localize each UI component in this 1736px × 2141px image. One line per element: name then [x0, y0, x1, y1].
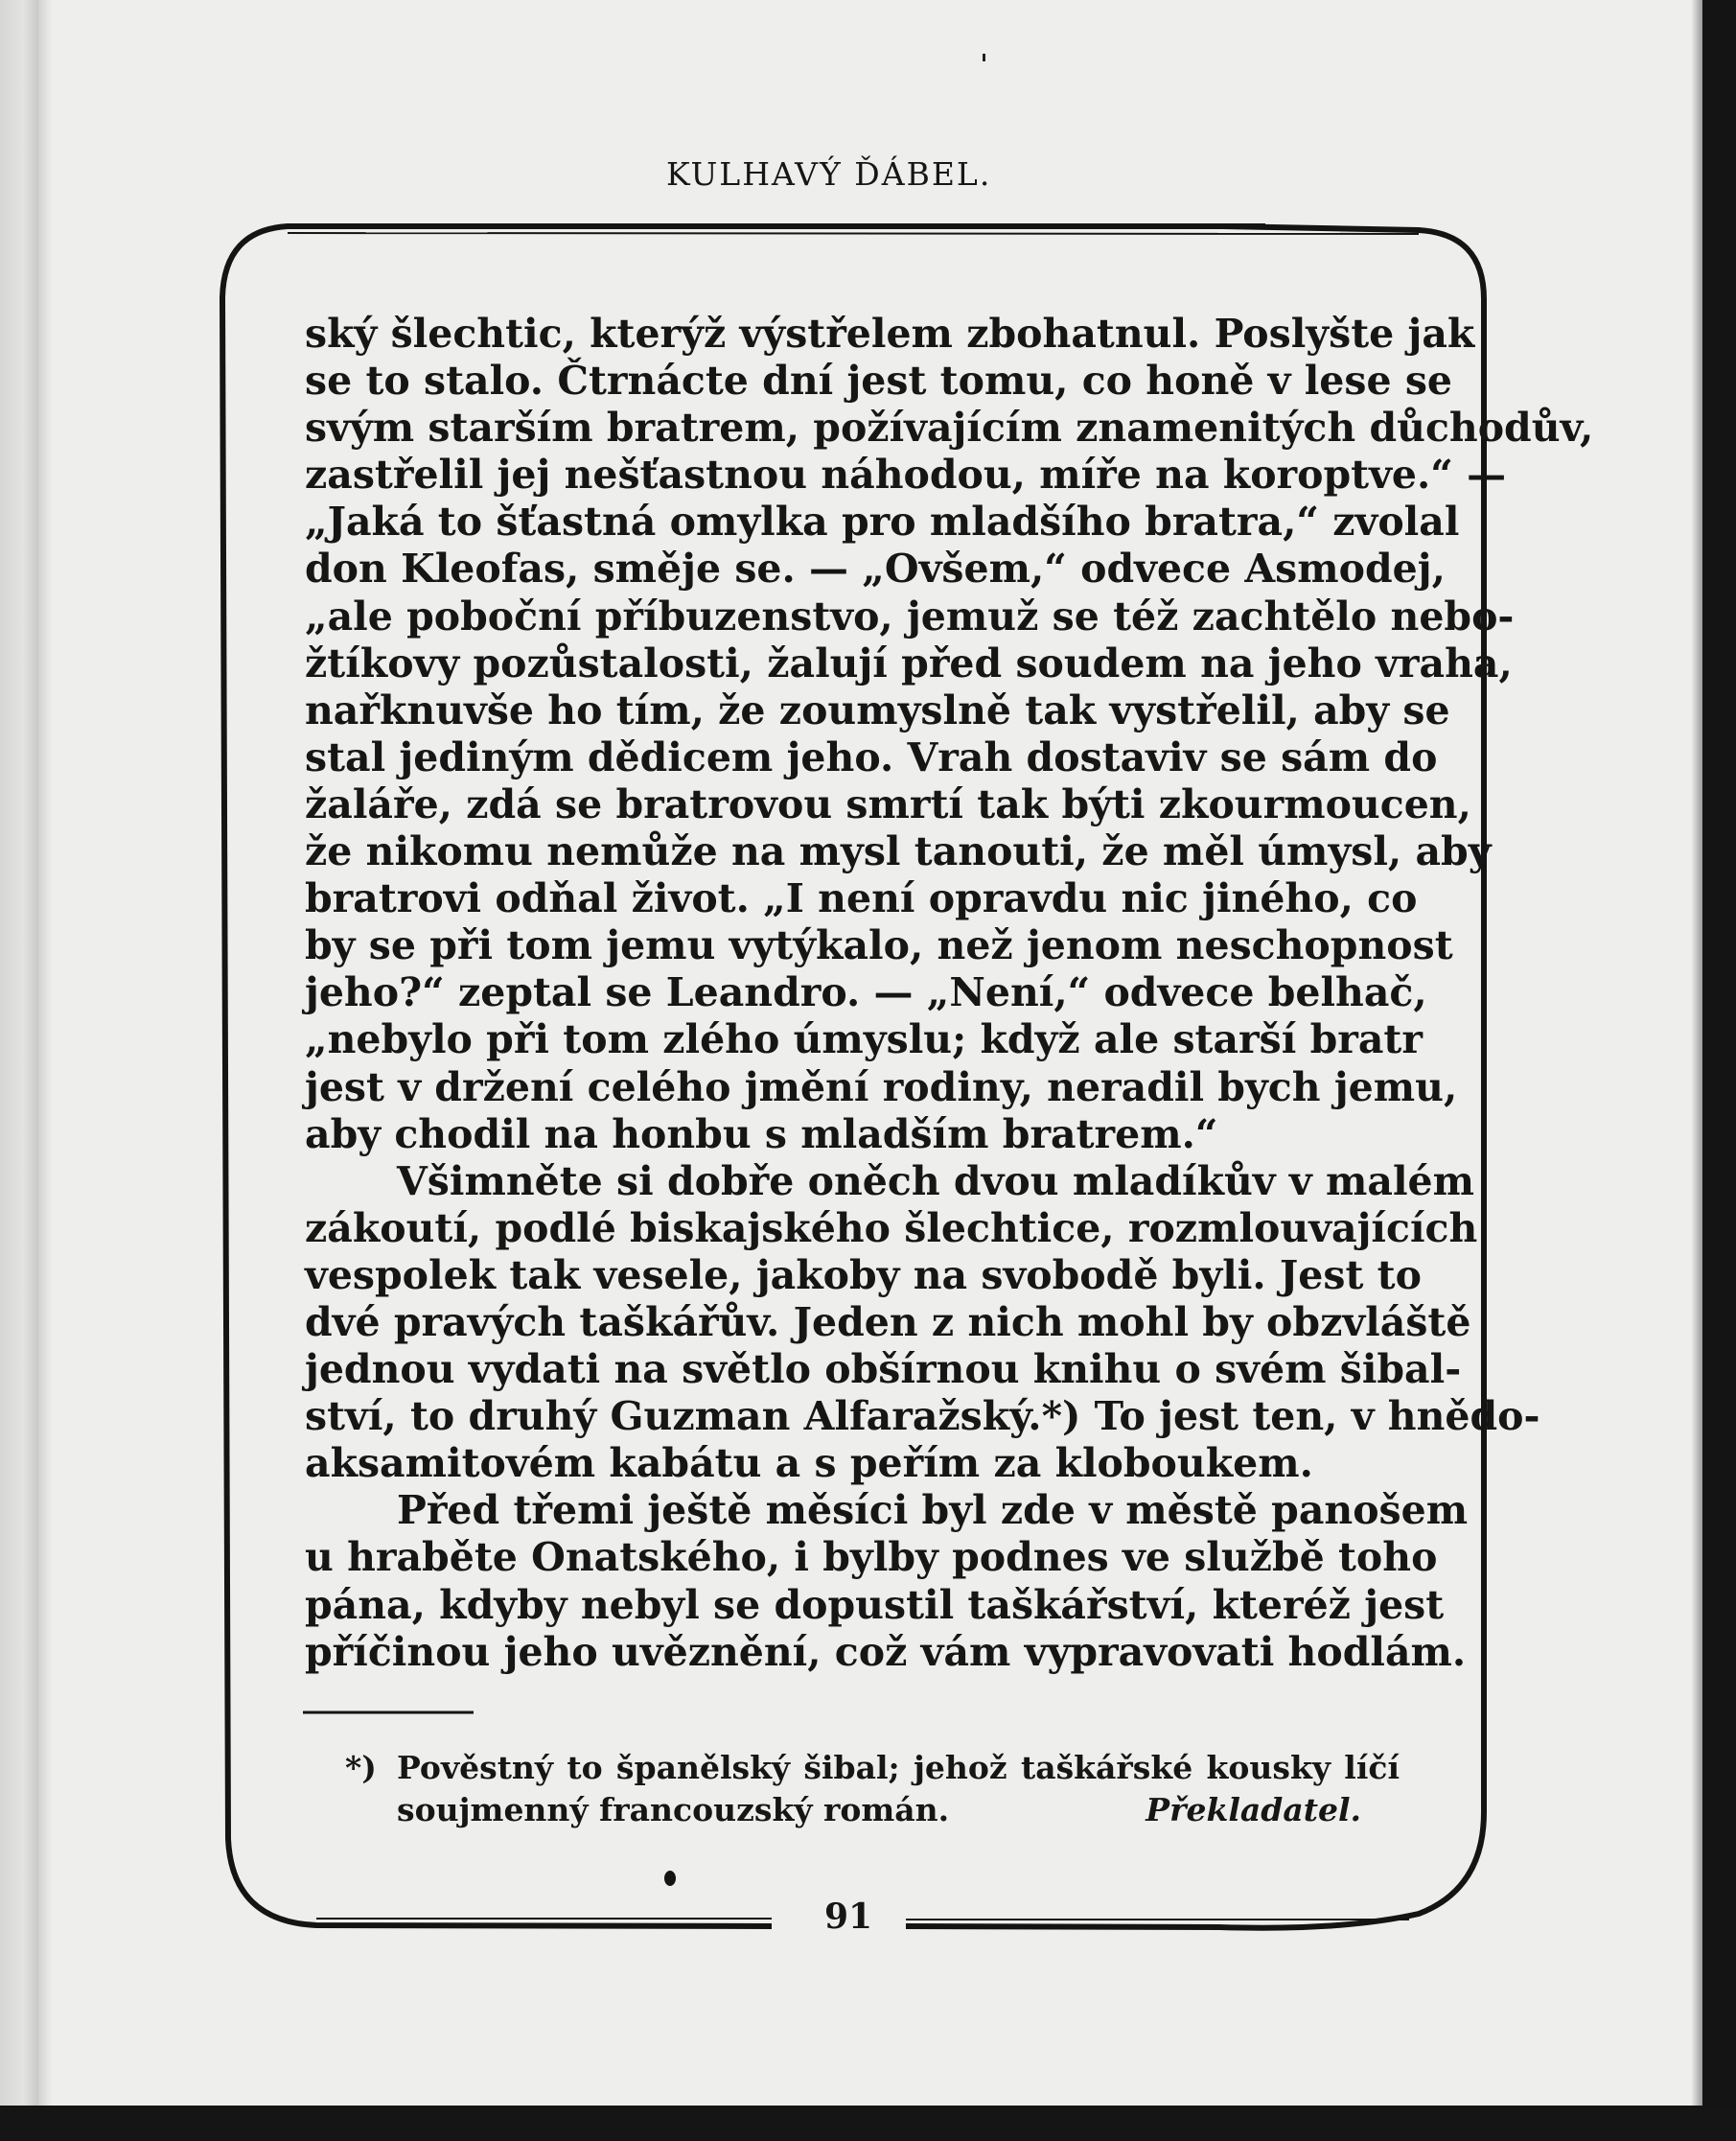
- text-line: žtíkovy pozůstalosti, žalují před soudem na jeho vraha,: [305, 640, 1513, 687]
- text-line: se to stalo. Čtrnácte dní jest tomu, co honě v lese se: [305, 358, 1452, 405]
- text-line: jednou vydati na světlo obšírnou knihu o svém šibal-: [305, 1346, 1462, 1393]
- text-line: vespolek tak vesele, jakoby na svobodě byli. Jest to: [305, 1251, 1422, 1298]
- paragraph-start-line: Před třemi ještě měsíci byl zde v městě panošem: [397, 1487, 1469, 1534]
- text-line: „Jaká to šťastná omylka pro mladšího bratra,“ zvolal: [305, 499, 1460, 546]
- text-line: pána, kdyby nebyl se dopustil taškářství, kteréž jest: [305, 1581, 1445, 1628]
- text-line: žaláře, zdá se bratrovou smrtí tak býti zkourmoucen,: [305, 780, 1471, 827]
- footnote-text: [397, 1747, 1400, 1831]
- text-line: svým starším bratrem, požívajícím znamenitých důchodův,: [305, 405, 1594, 452]
- footnote-marker: *): [345, 1749, 377, 1786]
- text-line: ství, to druhý Guzman Alfaražský.*) To jest ten, v hnědo-: [305, 1393, 1540, 1440]
- footnote-line-text: soujmenný francouzský román.: [397, 1791, 950, 1828]
- text-line: zákoutí, podlé biskajského šlechtice, rozmlouvajících: [305, 1204, 1478, 1251]
- text-line: ský šlechtic, kterýž výstřelem zbohatnul. Poslyšte jak: [305, 311, 1475, 357]
- footnote-line: Pověstný to španělský šibal; jehož taškářské kousky líčí: [397, 1749, 1400, 1786]
- text-line: stal jediným dědicem jeho. Vrah dostaviv se sám do: [305, 733, 1438, 780]
- text-line: nařknuvše ho tím, že zoumyslně tak vystřelil, aby se: [305, 687, 1450, 733]
- text-line: zastřelil jej nešťastnou náhodou, míře na koroptve.“ —: [305, 452, 1507, 499]
- text-line: bratrovi odňal život. „I není opravdu nic jiného, co: [305, 875, 1418, 922]
- text-line: jeho?“ zeptal se Leandro. — „Není,“ odvece belhač,: [305, 969, 1427, 1016]
- text-line: že nikomu nemůže na mysl tanouti, že měl úmysl, aby: [305, 828, 1492, 875]
- body-text: [305, 311, 1594, 1676]
- ornament-dot-icon: [661, 1868, 679, 1889]
- text-line: u hraběte Onatského, i bylby podnes ve službě toho: [305, 1534, 1438, 1581]
- text-line: by se při tom jemu vytýkalo, než jenom neschopnost: [305, 922, 1453, 969]
- text-line: „nebylo při tom zlého úmyslu; když ale starší bratr: [305, 1016, 1423, 1063]
- text-line: příčinou jeho uvěznění, což vám vypravovati hodlám.: [305, 1628, 1467, 1675]
- paragraph-start-line: Všimněte si dobře oněch dvou mladíkův v malém: [397, 1157, 1474, 1204]
- translator-signature: Překladatel.: [1146, 1791, 1361, 1828]
- text-line: don Kleofas, směje se. — „Ovšem,“ odvece Asmodej,: [305, 546, 1446, 593]
- text-line: dvé pravých taškářův. Jeden z nich mohl by obzvláště: [305, 1298, 1471, 1345]
- page-number: 91: [823, 1897, 873, 1937]
- running-header: KULHAVÝ ĎÁBEL.: [666, 155, 992, 193]
- text-line: jest v držení celého jmění rodiny, neradil bych jemu,: [305, 1063, 1458, 1110]
- paragraph-end-line: aby chodil na honbu s mladším bratrem.“: [305, 1110, 1218, 1157]
- footnote-line: [397, 1789, 1400, 1831]
- paragraph-end-line: aksamitovém kabátu a s peřím za kloboukem.: [305, 1440, 1313, 1487]
- text-line: „ale poboční příbuzenstvo, jemuž se též zachtělo nebo-: [305, 593, 1515, 640]
